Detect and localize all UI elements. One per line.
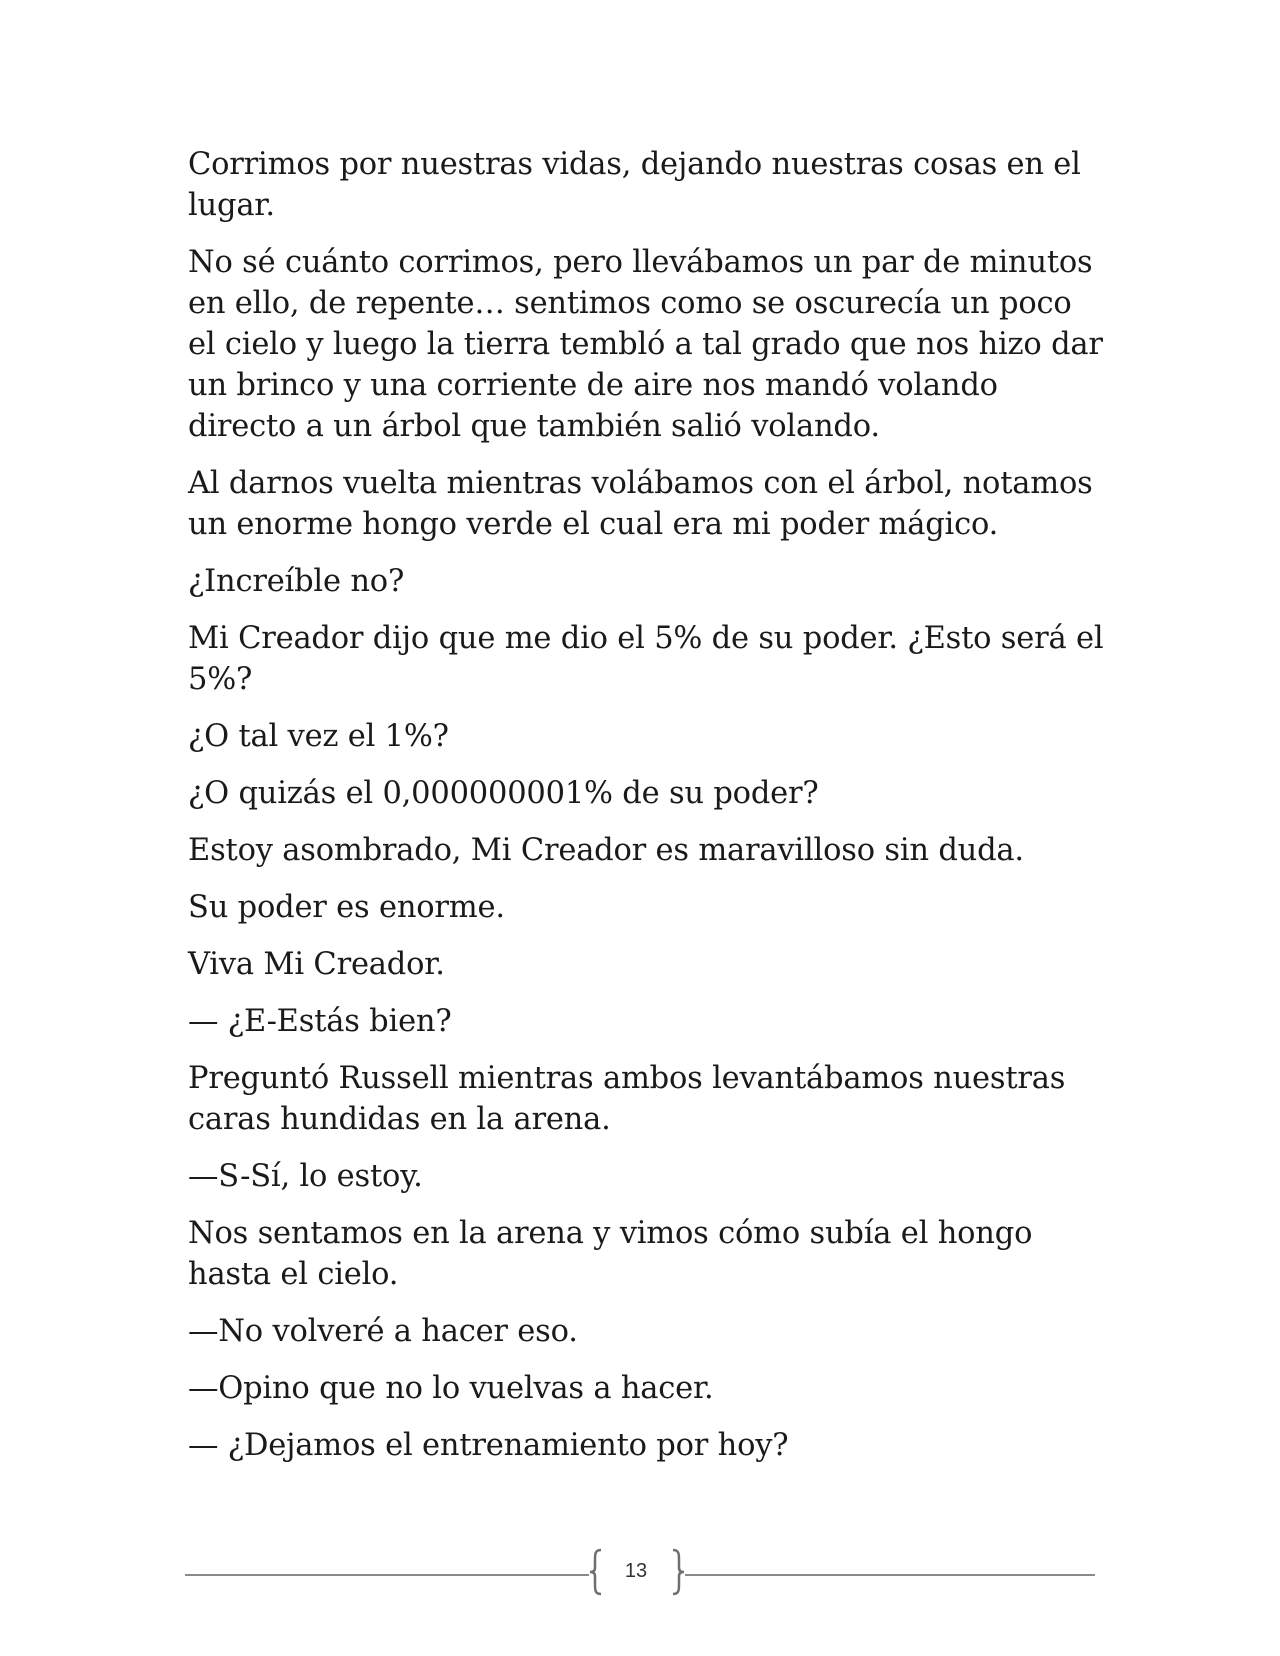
paragraph: —S-Sí, lo estoy.: [188, 1159, 423, 1194]
page-footer: [185, 1548, 1095, 1598]
paragraph: ¿O quizás el 0,000000001% de su poder?: [188, 776, 819, 811]
left-brace-icon: [589, 1548, 603, 1596]
text-body: [188, 144, 1108, 1482]
paragraph: Corrimos por nuestras vidas, dejando nuestras cosas en el lugar.: [188, 147, 1081, 223]
paragraph: — ¿Dejamos el entrenamiento por hoy?: [188, 1428, 789, 1463]
right-brace-icon: [671, 1548, 685, 1596]
paragraph: —Opino que no lo vuelvas a hacer.: [188, 1371, 714, 1406]
footer-rule-left: [185, 1574, 589, 1576]
paragraph: No sé cuánto corrimos, pero llevábamos un par de minutos en ello, de repente… sentimos como se oscurecía un poco el cielo y luego la tierra tembló a tal grado que nos hizo dar un brinco y una corriente de aire nos mandó volando directo a un árbol que también salió volando.: [188, 245, 1103, 444]
paragraph: Preguntó Russell mientras ambos levantábamos nuestras caras hundidas en la arena.: [188, 1061, 1066, 1137]
page-number: 13: [624, 1560, 648, 1582]
paragraph: Nos sentamos en la arena y vimos cómo subía el hongo hasta el cielo.: [188, 1216, 1033, 1292]
paragraph: Al darnos vuelta mientras volábamos con el árbol, notamos un enorme hongo verde el cual era mi poder mágico.: [188, 466, 1093, 542]
paragraph: ¿Increíble no?: [188, 564, 405, 599]
paragraph: Mi Creador dijo que me dio el 5% de su poder. ¿Esto será el 5%?: [188, 621, 1104, 697]
paragraph: —No volveré a hacer eso.: [188, 1314, 578, 1349]
paragraph: Estoy asombrado, Mi Creador es maravilloso sin duda.: [188, 833, 1024, 868]
paragraph: Su poder es enorme.: [188, 890, 505, 925]
paragraph: — ¿E-Estás bien?: [188, 1004, 452, 1039]
paragraph: ¿O tal vez el 1%?: [188, 719, 449, 754]
footer-rule-right: [685, 1574, 1095, 1576]
paragraph: Viva Mi Creador.: [188, 947, 445, 982]
